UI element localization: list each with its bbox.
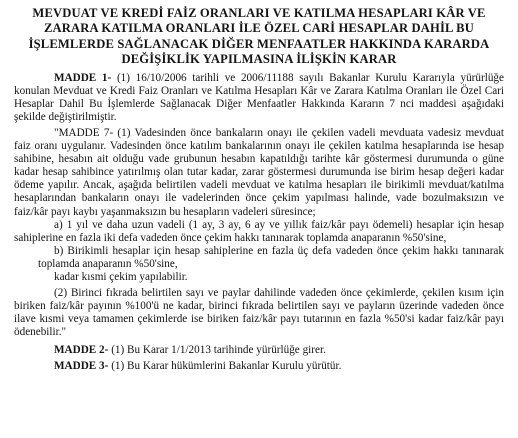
- article-1: [14, 72, 504, 124]
- article-7-item-b-continuation: kadar kısmi çekim yapılabilir.: [54, 271, 188, 284]
- article-2-heading: MADDE 2-: [54, 343, 109, 356]
- title-line-1: MEVDUAT VE KREDİ FAİZ ORANLARI VE KATILMA HESAPLARI KÂR VE: [32, 6, 486, 20]
- article-2-text: (1) Bu Karar 1/1/2013 tarihinde yürürlüğe girer.: [108, 343, 326, 356]
- article-7-paragraph-2: (2) Birinci fıkrada belirtilen sayı ve paylar dahilinde vadeden önce çekimlerde, çekilen kısım için biriken faiz/kâr payının %100'ü ne kadar, birinci fıkrada belirtilen sayı ve payların üzerinde vadeden önce ilave kısmi veya tamamen çekimlerde ise biriken faiz/kâr payı tutarının en fazla %50'si kadar faiz/kâr payı ödenebilir.": [14, 287, 504, 339]
- title-line-4: DEĞİŞİKLİK YAPILMASINA İLİŞKİN KARAR: [121, 52, 397, 67]
- title-line-3: İŞLEMLERDE SAĞLANACAK DİĞER MENFAATLER HAKKINDA KARARDA: [28, 36, 490, 51]
- document-title: [14, 6, 504, 68]
- article-7-item-b: [14, 245, 504, 271]
- article-7-item-b-text: b) Birikimli hesaplar için hesap sahiplerine en fazla üç defa vadeden önce çekim hakkı tanınarak toplamda anaparanın %50'sine,: [38, 244, 504, 270]
- article-7-item-a: a) 1 yıl ve daha uzun vadeli (1 ay, 3 ay, 6 ay ve yıllık faiz/kâr payı ödemeli) hesaplar için hesap sahiplerine en fazla iki defa vadeden önce çekim hakkı tanınarak toplamda anaparanın %50'sine,: [14, 218, 504, 244]
- article-2: [14, 344, 504, 357]
- article-1-text: (1) 16/10/2006 tarihli ve 2006/11188 sayılı Bakanlar Kurulu Kararıyla yürürlüğe konulan Mevduat ve Kredi Faiz Oranları ve Katılma Hesapları Kâr ve Zarara Katılma Oranları ile Özel Cari Hesaplar Dahil Bu İşlemlerde Sağlanacak Diğer Menfaatler Hakkında Kararın 7 nci maddesi aşağıdaki şekilde değiştirilmiştir.: [14, 71, 504, 123]
- article-1-heading: MADDE 1-: [54, 71, 112, 84]
- article-3-text: (1) Bu Karar hükümlerini Bakanlar Kurulu yürütür.: [108, 359, 342, 372]
- article-3-heading: MADDE 3-: [54, 359, 109, 372]
- article-7-paragraph-1: "MADDE 7- (1) Vadesinden önce bankaların onayı ile çekilen vadeli mevduata vadesiz mevduat faiz oranı uygulanır. Vadesinden önce katılım bankalarının onayı ile çekilen katılma hesaplarında ise hesap sahibine, hesabın ait olduğu vade grubunun hesabın kapatıldığı tarihte kâr göstermesi durumunda o güne kadar hesap sahibince yatırılmış olan tutar kadar, zarar göstermesi durumunda ise birim hesap değeri kadar ödeme yapılır. Ancak, aşağıda belirtilen vadeli mevduat ve katılma hesapları ile birikimli mevduat/katılma hesaplarından bankaların onayı ile vadelerinden önce çekim yapılması halinde, vade bozulmaksızın ve faiz/kâr payı kaybı yaşanmaksızın bu hesapların vadeleri süresince;: [14, 127, 504, 218]
- title-line-2: ZARARA KATILMA ORANLARI İLE ÖZEL CARİ HESAPLAR DAHİL BU: [44, 21, 474, 36]
- article-3: [14, 360, 504, 373]
